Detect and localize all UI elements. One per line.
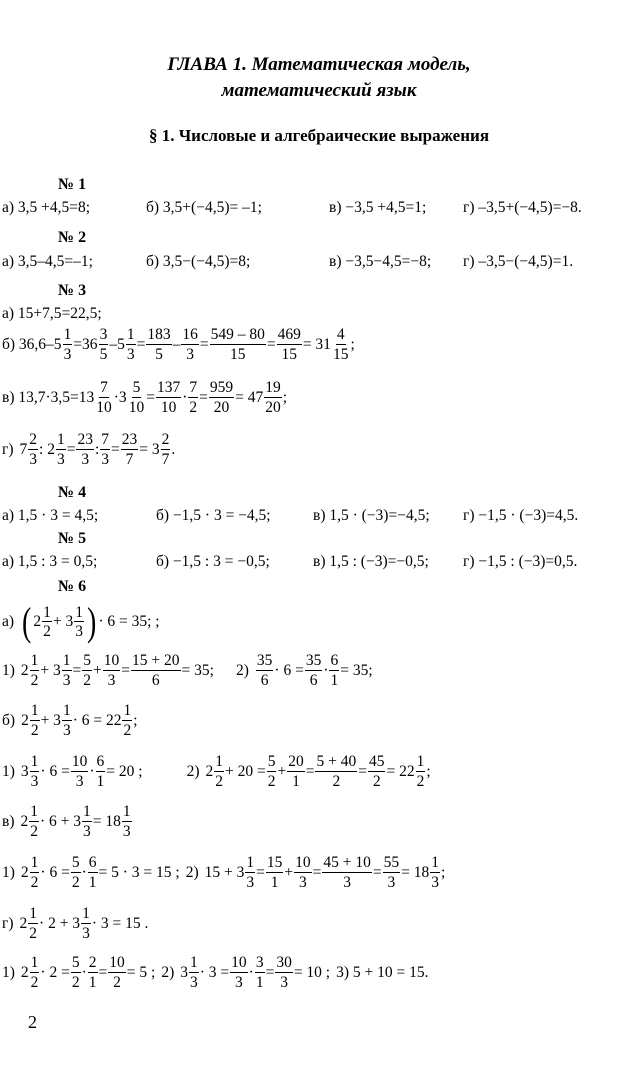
section-title: § 1. Числовые и алгебраические выражения <box>148 126 490 145</box>
p5-v: в) 1,5 : (−3)=−0,5; <box>313 553 429 570</box>
p6-g-step: 1) 2 $\frac{1}{2}$ · 2 = $\frac{5}{2}$ · $\frac{2}{1}$ = $\frac{10}{2}$ = 5 ; 2) 3 $\frac{1}{3}$ · 3 = $\frac{10}{3}$ · $\frac{3}{1}$ = $\frac{30}{3}$ = 10 ; 3) 5 + 10 = 15. <box>2 954 429 991</box>
problem-number-5: № 5 <box>58 530 87 547</box>
p5-b: б) −1,5 : 3 = −0,5; <box>156 553 270 570</box>
p4-a: а) 1,5 · 3 = 4,5; <box>2 507 99 524</box>
p4-v: в) 1,5 · (−3)=−4,5; <box>313 507 430 524</box>
problem-number-3: № 3 <box>58 282 87 299</box>
p4-g: г) −1,5 · (−3)=4,5. <box>463 507 579 524</box>
p2-g: г) –3,5−(−4,5)=1. <box>463 253 574 270</box>
p1-v: в) −3,5 +4,5=1; <box>329 199 427 216</box>
p1-b: б) 3,5+(−4,5)= –1; <box>146 199 262 216</box>
p3-b: б) 36,6–5 $\frac{1}{3}$ =36 $\frac{3}{5}$ –5 $\frac{1}{3}$ = $\frac{183}{5}$ – $\frac{16}{3}$ = $\frac{549 - 80}{15}$ = $\frac{469}{15}$ = 31 $\frac{4}{15}$ ; <box>2 326 355 363</box>
problem-number-4: № 4 <box>58 484 87 501</box>
p5-a: а) 1,5 : 3 = 0,5; <box>2 553 98 570</box>
p6-v: в) 2 $\frac{1}{2}$ · 6 + 3 $\frac{1}{3}$ = 18 $\frac{1}{3}$ <box>2 803 131 840</box>
chapter-title-line2: математический язык <box>221 80 417 101</box>
p6-v-step: 1) 2 $\frac{1}{2}$ · 6 = $\frac{5}{2}$ · $\frac{6}{1}$ = 5 · 3 = 15 ; 2) 15 + 3 $\frac{1}{3}$ = $\frac{15}{1}$ + $\frac{10}{3}$ = $\frac{45 + 10}{3}$ = $\frac{55}{3}$ = 18 $\frac{1}{3}$ ; <box>2 854 446 891</box>
p6-b-step: 1) 3 $\frac{1}{3}$ · 6 = $\frac{10}{3}$ · $\frac{6}{1}$ = 20 ; 2) 2 $\frac{1}{2}$ + 20 = $\frac{5}{2}$ + $\frac{20}{1}$ = $\frac{5 + 40}{2}$ = $\frac{45}{2}$ = 22 $\frac{1}{2}$ ; <box>2 753 431 790</box>
p6-b: б) 2 $\frac{1}{2}$ + 3 $\frac{1}{3}$ · 6 = 22 $\frac{1}{2}$ ; <box>2 702 138 739</box>
chapter-title-line1: ГЛАВА 1. Математическая модель, <box>167 54 471 75</box>
p2-v: в) −3,5−4,5=−8; <box>329 253 432 270</box>
p6-g: г) 2 $\frac{1}{2}$ · 2 + 3 $\frac{1}{3}$ · 3 = 15 . <box>2 905 149 942</box>
problem-number-1: № 1 <box>58 176 87 193</box>
p5-g: г) −1,5 : (−3)=0,5. <box>463 553 578 570</box>
p4-b: б) −1,5 · 3 = −4,5; <box>156 507 271 524</box>
p6-a-step: 1) 2 $\frac{1}{2}$ + 3 $\frac{1}{3}$ = $\frac{5}{2}$ + $\frac{10}{3}$ = $\frac{15 + 20}{6}$ = 35; 2) $\frac{35}{6}$ · 6 = $\frac{35}{6}$ · $\frac{6}{1}$ = 35; <box>2 652 373 689</box>
p2-b: б) 3,5−(−4,5)=8; <box>146 253 251 270</box>
p3-a: а) 15+7,5=22,5; <box>2 305 102 322</box>
p3-v: в) 13,7·3,5=13 $\frac{7}{10}$ ·3 $\frac{5}{10}$ = $\frac{137}{10}$ · $\frac{7}{2}$ = $\frac{959}{20}$ = 47 $\frac{19}{20}$ ; <box>2 379 288 416</box>
page-number: 2 <box>28 1012 37 1032</box>
p6-a: а) ( 2 $\frac{1}{2}$ + 3 $\frac{1}{3}$ ) · 6 = 35; ; <box>2 599 160 644</box>
p1-g: г) –3,5+(−4,5)=−8. <box>463 199 582 216</box>
problem-number-2: № 2 <box>58 229 87 246</box>
p1-a: а) 3,5 +4,5=8; <box>2 199 91 216</box>
p3-g: г) 7 $\frac{2}{3}$ : 2 $\frac{1}{3}$ = $\frac{23}{3}$ : $\frac{7}{3}$ = $\frac{23}{7}$ = 3 $\frac{2}{7}$ . <box>2 431 176 468</box>
p2-a: а) 3,5–4,5=–1; <box>2 253 93 270</box>
problem-number-6: № 6 <box>58 578 87 595</box>
